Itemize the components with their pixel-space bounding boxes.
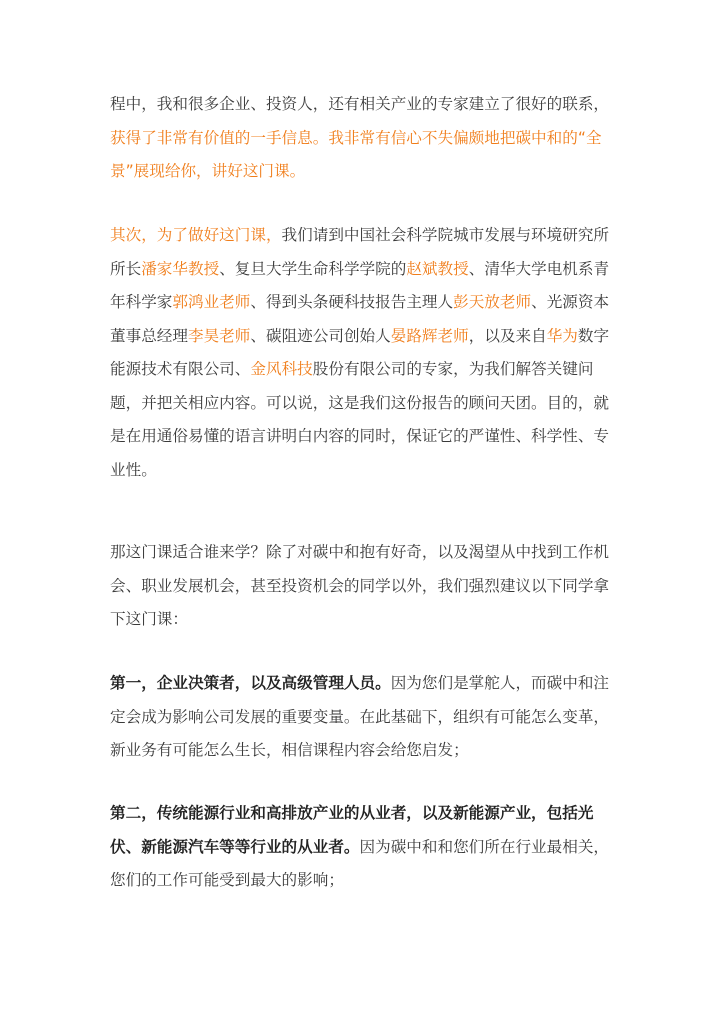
body-text: 程中，我和很多企业、投资人，还有相关产业的专家建立了很好的联系，	[110, 95, 610, 113]
bold-text: 第一，企业决策者，以及高级管理人员。	[110, 674, 391, 692]
highlighted-text: 获得了非常有价值的一手信息。我非常有信心不失偏颇地把碳中和的“全景”展现给你，讲好这门课。	[110, 128, 602, 180]
body-text: 股份有限公司的专家，为我们解答关键问题，并把关相应内容。可以说，这是我们这份报告的顾问天团。目的，就是在用通俗易懂的语言讲明白内容的同时，保证它的严谨性、科学性、专业性。	[110, 360, 610, 479]
highlighted-text: 郭鸿业老师	[172, 293, 251, 311]
body-text: 、得到头条硬科技报告主理人	[250, 293, 454, 311]
paragraph-audience	[110, 536, 610, 637]
highlighted-text: 潘家华教授	[141, 259, 220, 278]
body-text: 、碳阻迹公司创始人	[250, 326, 391, 345]
paragraph-first-audience	[110, 667, 610, 768]
highlighted-text: 赵斌教授	[406, 259, 469, 278]
paragraph-intro-continued	[110, 88, 610, 189]
body-text: 、复旦大学生命科学学院的	[219, 259, 407, 278]
paragraph-second-audience	[110, 797, 610, 898]
highlighted-text: 金风科技	[250, 360, 313, 378]
body-text: ，以及来自	[468, 326, 547, 345]
highlighted-text: 华为	[546, 326, 578, 345]
paragraph-advisors	[110, 219, 610, 487]
body-text: 数字能源技术有限公司、	[110, 326, 610, 378]
highlighted-text: 其次，为了做好这门课，	[110, 226, 282, 244]
body-text: 那这门课适合谁来学？除了对碳中和抱有好奇，以及渴望从中找到工作机会、职业发展机会，甚至投资机会的同学以外，我们强烈建议以下同学拿下这门课：	[110, 543, 610, 628]
body-text: 因为碳中和和您们所在行业最相关，您们的工作可能受到最大的影响；	[110, 837, 610, 889]
highlighted-text: 晏路辉老师	[390, 326, 469, 345]
highlighted-text: 彭天放老师	[453, 293, 532, 311]
bold-text: 第二，传统能源行业和高排放产业的从业者，以及新能源产业，包括光伏、新能源汽车等等行业的从业者。	[110, 804, 594, 856]
body-text: 、清华大学电机系青年科学家	[110, 259, 610, 311]
body-text: 我们请到中国社会科学院城市发展与环境研究所所长	[110, 226, 610, 278]
highlighted-text: 李昊老师	[187, 326, 251, 345]
body-text: 、光源资本董事总经理	[110, 293, 610, 345]
body-text: 因为您们是掌舵人，而碳中和注定会成为影响公司发展的重要变量。在此基础下，组织有可能怎么变革，新业务有可能怎么生长，相信课程内容会给您启发；	[110, 674, 610, 759]
